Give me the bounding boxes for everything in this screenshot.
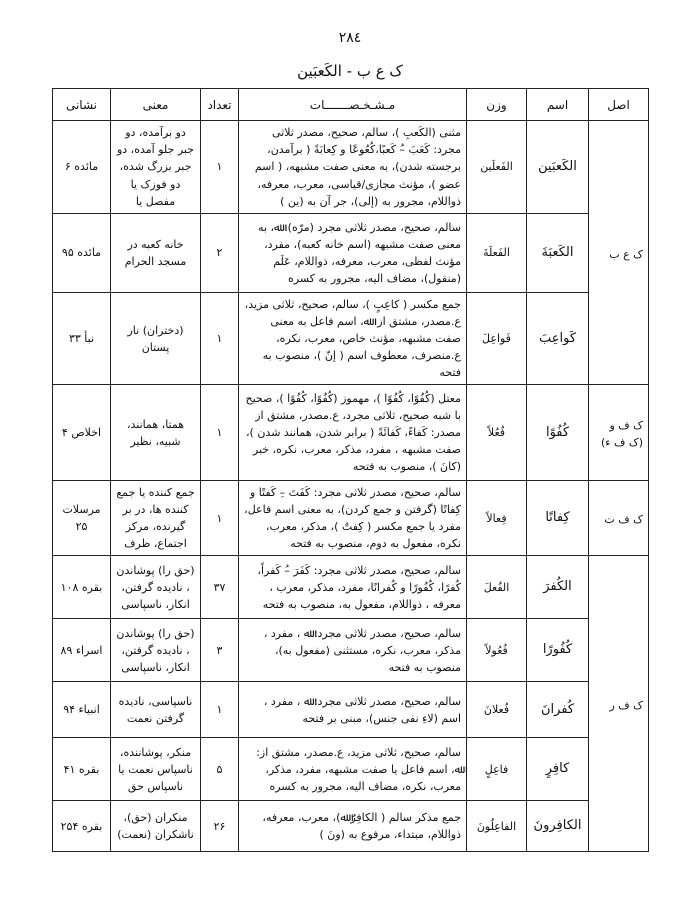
reference-cell: مائده ۹۵ xyxy=(53,214,111,293)
wazn-cell: فُعلانَ xyxy=(467,682,527,738)
word-analysis-table xyxy=(52,88,649,852)
reference-cell: بقره ۴۱ xyxy=(53,738,111,801)
page-title: ک ع ب - الكَعبَين xyxy=(297,62,403,80)
reference-cell: انبیاء ۹۴ xyxy=(53,682,111,738)
table-row xyxy=(53,738,649,801)
meaning-cell: جمع کننده یا جمع کننده ها، در بر گیرنده، مرکز اجتماع، ظرف xyxy=(111,481,201,556)
root-cell: ک ع ب xyxy=(589,121,649,385)
header-ism: اسم xyxy=(527,89,589,121)
table-row xyxy=(53,556,649,619)
ism-cell: الكَعبَةَ xyxy=(527,214,589,293)
table-row xyxy=(53,293,649,385)
wazn-cell: فِعالاً xyxy=(467,481,527,556)
ism-cell: كِفاتًا xyxy=(527,481,589,556)
specs-cell: جمع مکسر ( كاعِبٍ )، سالم، صحیح، ثلاثی مزید، ع.مصدر، مشتق از: ﷲ، اسم فاعل به معنی صفت مشبهه، مؤنث خاص، معرب، نکره، ع.منصرف، معطوف اسم ( إنّ )، منصوب به فتحه xyxy=(239,293,467,385)
table-row xyxy=(53,481,649,556)
wazn-cell: فُعُولاً xyxy=(467,619,527,682)
reference-cell: مرسلات ۲۵ xyxy=(53,481,111,556)
table-row xyxy=(53,801,649,852)
meaning-cell: منکر، پوشاننده، ناسپاس نعمت یا ناسپاس حق xyxy=(111,738,201,801)
reference-cell: بقره ۱۰۸ xyxy=(53,556,111,619)
count-cell: ١ xyxy=(201,682,239,738)
reference-cell: مائده ۶ xyxy=(53,121,111,214)
wazn-cell: الفَعلَةَ xyxy=(467,214,527,293)
ism-cell: كافِرٍ xyxy=(527,738,589,801)
meaning-cell: منکران (حق)، ناشکران (نعمت) xyxy=(111,801,201,852)
wazn-cell: فاعِلٍ xyxy=(467,738,527,801)
ism-cell: كُفُوًا xyxy=(527,385,589,481)
specs-cell: سالم، صحیح، مصدر ثلاثی مجرد (مرّه): ﷲ، به معنی صفت مشبهه (اسم خانه کعبه)، مفرد، مؤنث لفظی، معرب، معرفه، ذواللام، عَلَم (منقول)، مضاف الیه، مجرور به کسره xyxy=(239,214,467,293)
header-count: تعداد xyxy=(201,89,239,121)
meaning-cell: همتا، همانند، شبیه، نظیر xyxy=(111,385,201,481)
table-row xyxy=(53,214,649,293)
header-row xyxy=(53,89,649,121)
specs-cell: سالم، صحیح، ثلاثی مزید، ع.مصدر، مشتق از: ﷲ، اسم فاعل یا صفت مشبهه، مفرد، مذكر، معرب، نكره، مضاف الیه، مجرور به کسره xyxy=(239,738,467,801)
table-row xyxy=(53,385,649,481)
root-cell: ک ف ت xyxy=(589,481,649,556)
specs-cell: سالم، صحیح، مصدر ثلاثی مجرد: كَفَرَ –ُ كَفراً، كُفرًا، كُفُورًا و كُفرانًا، مفرد، مذكر، معرب ، معرفه ، ذواللام، مفعول به، منصوب به فتحه xyxy=(239,556,467,619)
ism-cell: الكَعبَين xyxy=(527,121,589,214)
meaning-cell: ناسپاسی، نادیده گرفتن نعمت xyxy=(111,682,201,738)
wazn-cell: فُعُلاً xyxy=(467,385,527,481)
wazn-cell: الفاعِلُونَ xyxy=(467,801,527,852)
meaning-cell: (دختران) نار پستان xyxy=(111,293,201,385)
header-ref: نشانی xyxy=(53,89,111,121)
header-meaning: معنی xyxy=(111,89,201,121)
meaning-cell: خانه کعبه در مسجد الحرام xyxy=(111,214,201,293)
header-wazn: وزن xyxy=(467,89,527,121)
wazn-cell: الفُعلَ xyxy=(467,556,527,619)
reference-cell: بقره ۲۵۴ xyxy=(53,801,111,852)
count-cell: ٢ xyxy=(201,214,239,293)
page-number: ٢٨٤ xyxy=(338,30,362,46)
specs-cell: جمع مذکر سالم ( الكافِرُ ﷲ)، معرب، معرفه، ذواللام، مبتداء، مرفوع به (ونَ ) xyxy=(239,801,467,852)
table-row xyxy=(53,619,649,682)
table-row xyxy=(53,682,649,738)
specs-cell: معتل (كُفُوًا، كُفُوًا )، مهموز (كُفُوًا، كُفُوًا )، صحیح با شبه صحیح، ثلاثی مجرد، ع.مصدر، مشتق از مصدر: كَفاءً، كَفائَةً ( برابر شدن، همانند شدن )، صفت مشبهه ، مفرد، مذكر، معرب، نكره، خبر (كانَ )، منصوب به فتحه xyxy=(239,385,467,481)
reference-cell: اسراء ۸۹ xyxy=(53,619,111,682)
ism-cell: الكافِرونَ xyxy=(527,801,589,852)
meaning-cell: (حق را) پوشاندن ، نادیده گرفتن، انکار، ناسپاسی xyxy=(111,556,201,619)
reference-cell: نبأ ۳۳ xyxy=(53,293,111,385)
ism-cell: كُفُورًا xyxy=(527,619,589,682)
count-cell: ۵ xyxy=(201,738,239,801)
count-cell: ١ xyxy=(201,121,239,214)
specs-cell: سالم، صحیح، مصدر ثلاثی مجرد: ﷲ ، مفرد ، اسم (لاءِ نفی جنس)، مبنی بر فتحه xyxy=(239,682,467,738)
count-cell: ٣ xyxy=(201,619,239,682)
meaning-cell: دو برآمده، دو جبر جلو آمده، دو جبر بزرگ شده، دو فوزک یا مفصل یا xyxy=(111,121,201,214)
count-cell: ١ xyxy=(201,481,239,556)
header-specs: مـشـخـصـــــــات xyxy=(239,89,467,121)
meaning-cell: (حق را) پوشاندن ، نادیده گرفتن، انکار، ناسپاسی xyxy=(111,619,201,682)
count-cell: ١ xyxy=(201,385,239,481)
table-row xyxy=(53,121,649,214)
count-cell: ٢۶ xyxy=(201,801,239,852)
root-cell: ک ف و (ک ف ء) xyxy=(589,385,649,481)
specs-cell: سالم، صحیح، مصدر ثلاثی مجرد: ﷲ ، مفرد ، مذكر، معرب، نكره، مستثنی (مفعول به)، منصوب به فتحه xyxy=(239,619,467,682)
wazn-cell: فَواعِلَ xyxy=(467,293,527,385)
count-cell: ٣٧ xyxy=(201,556,239,619)
reference-cell: اخلاص ۴ xyxy=(53,385,111,481)
wazn-cell: الفَعلَين xyxy=(467,121,527,214)
header-asl: اصل xyxy=(589,89,649,121)
specs-cell: مثنی (الكَعبِ )، سالم، صحیح، مصدر ثلاثی مجرد: كَعَبَ –ُ كَعبًا،كُعُوعًا و كِعابَةً ( برآمدن، برجسته شدن)، به معنی صفت مشبهه، ( اسم عضو )، مؤنث مجازی/قیاسی، معرب، معرفه، ذواللام، مجرور به (إلى)، جر آن به (ین ) xyxy=(239,121,467,214)
count-cell: ١ xyxy=(201,293,239,385)
ism-cell: كَواعِبَ xyxy=(527,293,589,385)
root-cell: ک ف ر xyxy=(589,556,649,852)
ism-cell: كُفرانَ xyxy=(527,682,589,738)
ism-cell: الكُفرَ xyxy=(527,556,589,619)
specs-cell: سالم، صحیح، مصدر ثلاثی مجرد: كَفَتَ –ِ كَفتًا و كِفاتًا (گرفتن و جمع کردن)، به معنی اسم فاعل، مفرد یا جمع مکسر ( كِفتٌ )، مذكر، معرب، نكره، مفعول به دوم، منصوب به فتحه xyxy=(239,481,467,556)
